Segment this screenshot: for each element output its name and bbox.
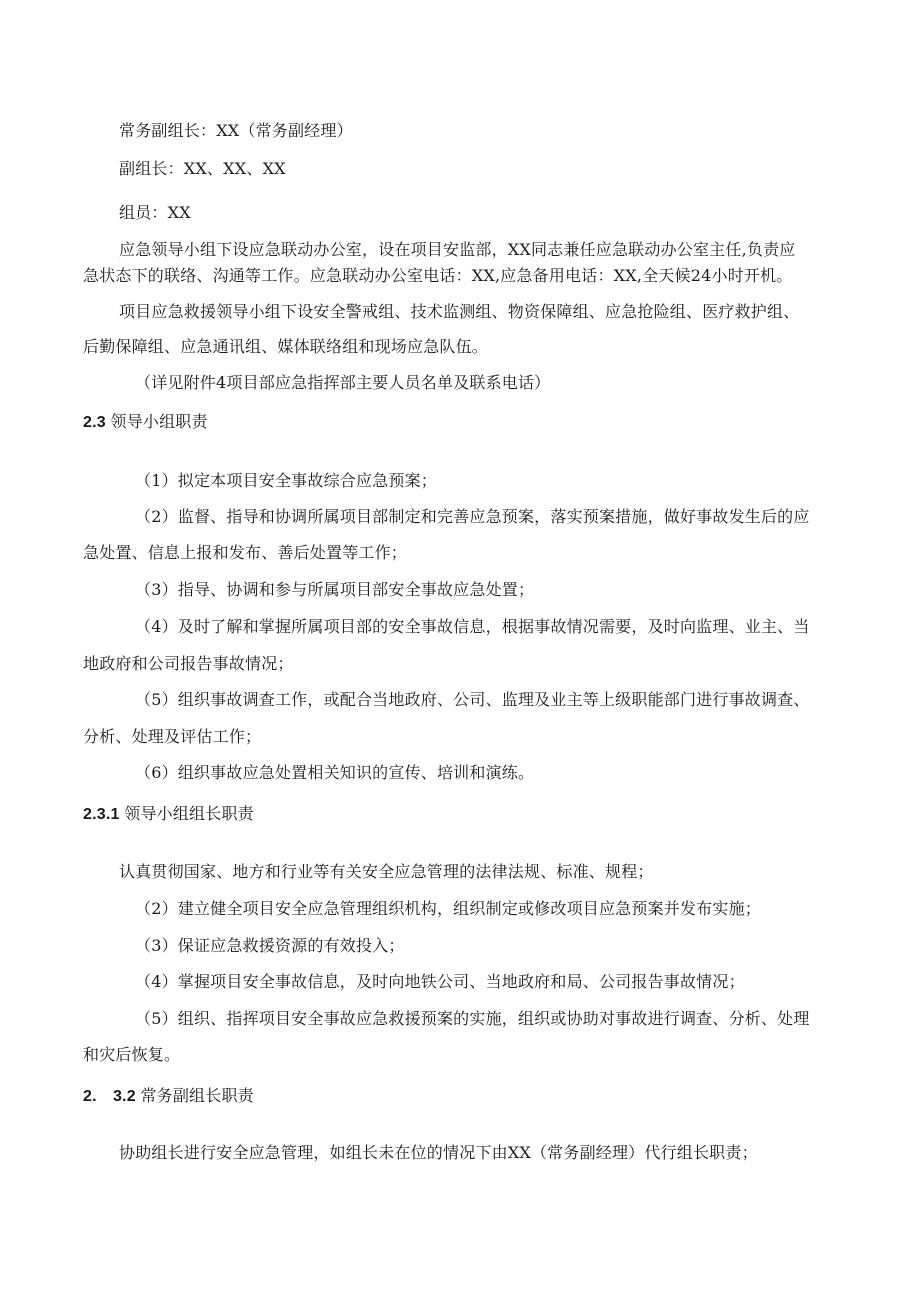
list-item: （5）组织、指挥项目安全事故应急救援预案的实施，组织或协助对事故进行调查、分析、处理 [135, 1009, 810, 1028]
list-item-continuation: 分析、处理及评估工作； [83, 727, 262, 746]
section-number: 2. 3.2 [83, 1088, 136, 1105]
list-item: （2）建立健全项目安全应急管理组织机构，组织制定或修改项目应急预案并发布实施； [135, 899, 761, 918]
list-item: （4）掌握项目安全事故信息，及时向地铁公司、当地政府和局、公司报告事故情况； [135, 972, 745, 991]
section-heading-2-3 [83, 413, 208, 433]
list-item: （4）及时了解和掌握所属项目部的安全事故信息，根据事故情况需要，及时向监理、业主、当 [135, 617, 810, 636]
paragraph-attachment-note: （详见附件4项目部应急指挥部主要人员名单及联系电话） [135, 373, 551, 392]
section-heading-2-3-1 [83, 805, 254, 825]
list-item: （2）监督、指导和协调所属项目部制定和完善应急预案，落实预案措施，做好事故发生后的应 [135, 507, 810, 526]
list-item: 协助组长进行安全应急管理，如组长未在位的情况下由XX（常务副经理）代行组长职责； [119, 1143, 758, 1162]
list-item-continuation: 急处置、信息上报和发布、善后处置等工作； [83, 543, 408, 562]
list-item-continuation: 和灾后恢复。 [83, 1045, 181, 1064]
list-item: （1）拟定本项目安全事故综合应急预案； [135, 471, 437, 490]
list-item: （3）保证应急救援资源的有效投入； [135, 936, 405, 955]
list-item: （5）组织事故调查工作，或配合当地政府、公司、监理及业主等上级职能部门进行事故调查、 [135, 690, 810, 709]
section-title: 领导小组组长职责 [124, 806, 254, 823]
section-number: 2.3 [83, 414, 106, 431]
paragraph-office-line-1: 应急领导小组下设应急联动办公室，设在项目安监部，XX同志兼任应急联动办公室主任,负责应 [119, 240, 796, 259]
paragraph-deputy-leader: 常务副组长：XX（常务副经理） [119, 121, 353, 140]
list-item: 认真贯彻国家、地方和行业等有关安全应急管理的法律法规、标准、规程； [119, 862, 654, 881]
list-item-continuation: 地政府和公司报告事故情况； [83, 654, 294, 673]
paragraph-groups-line-2: 后勤保障组、应急通讯组、媒体联络组和现场应急队伍。 [83, 337, 489, 356]
section-number: 2.3.1 [83, 806, 120, 823]
section-heading-2-3-2 [83, 1087, 254, 1107]
paragraph-vice-leaders: 副组长：XX、XX、XX [119, 159, 286, 178]
paragraph-groups-line-1: 项目应急救援领导小组下设安全警戒组、技术监测组、物资保障组、应急抢险组、医疗救护组、 [119, 302, 800, 321]
paragraph-members: 组员：XX [119, 203, 191, 222]
list-item: （3）指导、协调和参与所属项目部安全事故应急处置； [135, 580, 535, 599]
paragraph-office-line-2: 急状态下的联络、沟通等工作。应急联动办公室电话：XX,应急备用电话：XX,全天候24小时开机。 [83, 266, 793, 285]
section-title: 领导小组职责 [110, 414, 208, 431]
section-title: 常务副组长职责 [140, 1088, 254, 1105]
list-item: （6）组织事故应急处置相关知识的宣传、培训和演练。 [135, 763, 535, 782]
